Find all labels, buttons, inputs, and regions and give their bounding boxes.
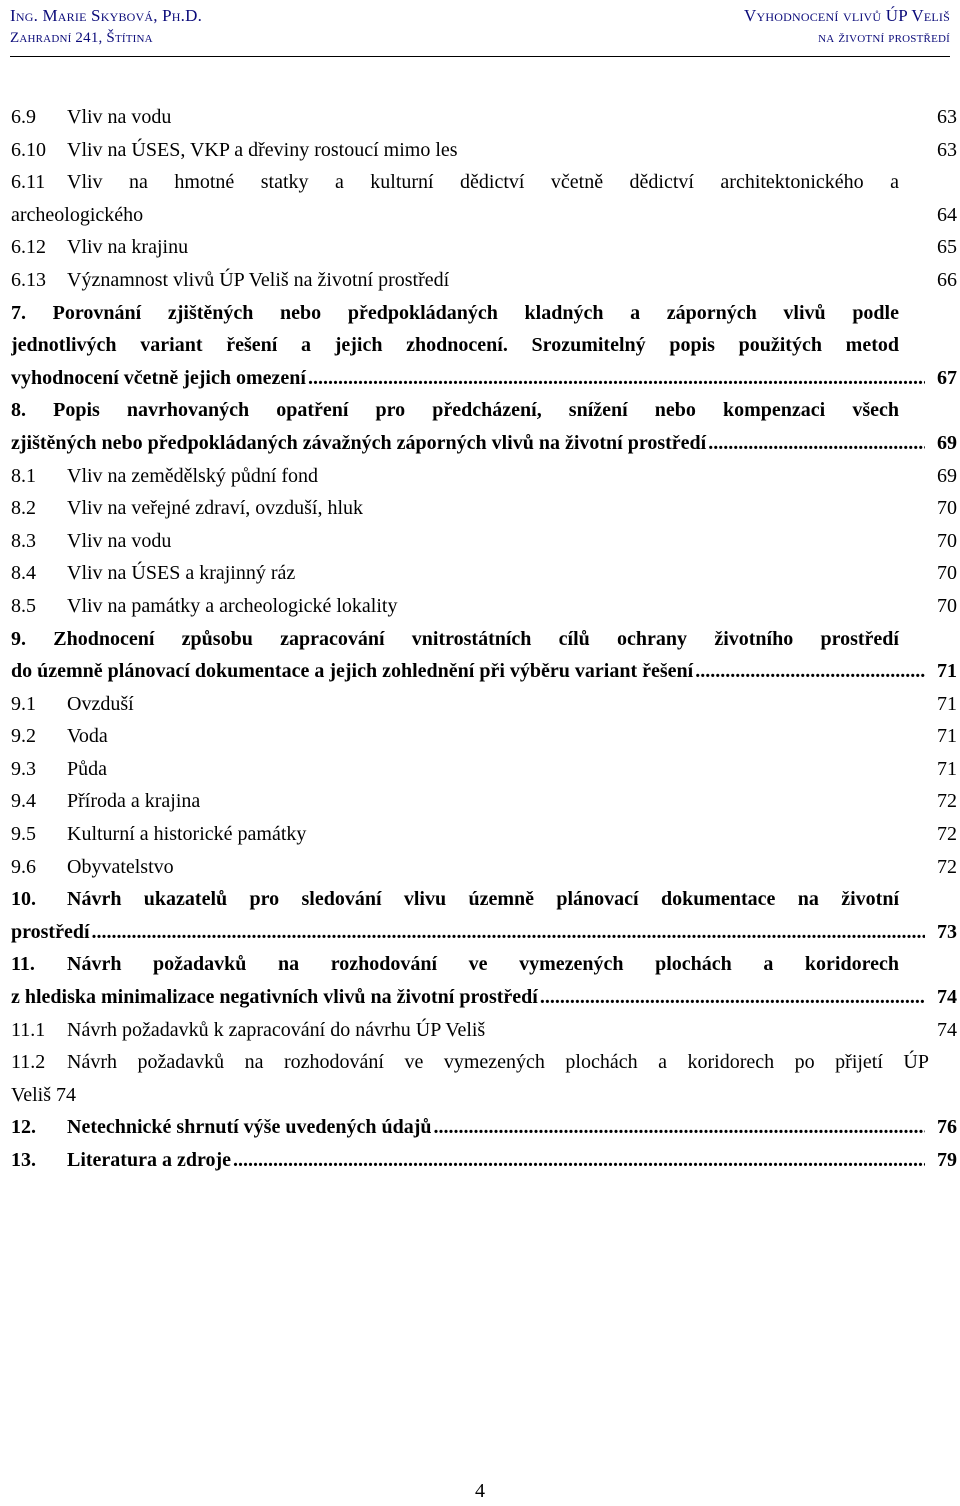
toc-title xyxy=(11,394,957,427)
toc-entry-12[interactable] xyxy=(11,1111,957,1144)
toc-leader-dots xyxy=(233,1144,925,1177)
toc-entry-9-2[interactable] xyxy=(11,720,957,753)
toc-leader-dots xyxy=(433,1111,925,1144)
toc-title-text: Zhodnocení způsobu zapracování vnitrostátních cílů ochrany životního prostředí xyxy=(53,627,899,650)
toc-entry-8-3[interactable] xyxy=(11,525,957,558)
toc-page: 72 xyxy=(937,855,957,878)
toc-entry-9-3[interactable] xyxy=(11,753,957,786)
toc-number: 8.4 xyxy=(11,562,36,585)
toc-entry-6-9[interactable] xyxy=(11,101,957,134)
toc-page: 69 xyxy=(937,431,957,454)
toc-number: 6.9 xyxy=(11,106,36,128)
toc-title: Netechnické shrnutí výše uvedených údajů xyxy=(67,1116,432,1139)
toc-title: Příroda a krajina xyxy=(67,790,201,813)
toc-entry-9[interactable] xyxy=(11,623,957,656)
toc-entry-6-12[interactable] xyxy=(11,231,957,264)
toc-number: 9.2 xyxy=(11,725,36,748)
toc-number: 6.13 xyxy=(11,268,46,291)
toc-title-text: Popis navrhovaných opatření pro předcházení, snížení nebo kompenzaci všech xyxy=(53,399,899,422)
toc-title-continued: z hlediska minimalizace negativních vlivů na životní prostředí xyxy=(11,986,538,1009)
toc-page: 65 xyxy=(937,236,957,259)
toc-title: Návrh ukazatelů pro sledování vlivu územně plánovací dokumentace na životní xyxy=(67,888,899,911)
toc-number: 7. xyxy=(11,301,26,324)
toc-leader-dots xyxy=(708,427,925,460)
toc-page: 74 xyxy=(937,986,957,1009)
toc-page: 71 xyxy=(937,660,957,683)
header-author-name: Ing. Marie Skybová, Ph.D. xyxy=(10,6,203,25)
toc-title-continued: Veliš 74 xyxy=(11,1083,76,1106)
toc-page: 74 xyxy=(937,1018,957,1041)
page-header xyxy=(10,0,950,57)
toc-entry-8-5[interactable] xyxy=(11,590,957,623)
toc-title: Vliv na krajinu xyxy=(67,236,189,259)
toc-entry-8-1[interactable] xyxy=(11,460,957,493)
toc-number: 9.4 xyxy=(11,790,36,813)
toc-page: 70 xyxy=(937,562,957,585)
header-document-title xyxy=(744,4,950,50)
toc-leader-dots xyxy=(695,655,925,688)
toc-number: 8.2 xyxy=(11,497,36,520)
header-title-line2: na životní prostředí xyxy=(818,30,950,46)
toc-number: 11.1 xyxy=(11,1018,46,1041)
toc-title: Kulturní a historické památky xyxy=(67,823,307,846)
toc-page: 79 xyxy=(937,1149,957,1171)
toc-page: 71 xyxy=(937,757,957,780)
toc-entry-7[interactable] xyxy=(11,297,957,330)
toc-title: Vliv na veřejné zdraví, ovzduší, hluk xyxy=(67,497,364,520)
toc-number: 9.6 xyxy=(11,855,36,878)
toc-title: Vliv na hmotné statky a kulturní dědictví včetně dědictví architektonického a xyxy=(67,171,899,194)
toc-title: Návrh požadavků k zapracování do návrhu ÚP Veliš xyxy=(67,1018,486,1041)
toc-entry-8-cont[interactable] xyxy=(11,427,957,460)
toc-page: 69 xyxy=(937,464,957,487)
toc-title-text: Porovnání zjištěných nebo předpokládaných kladných a záporných vlivů podle xyxy=(52,301,899,324)
toc-title: Obyvatelstvo xyxy=(67,855,174,878)
toc-entry-6-11-cont[interactable] xyxy=(11,199,957,232)
toc-leader-dots xyxy=(308,362,925,395)
toc-number: 9.5 xyxy=(11,823,36,846)
toc-title-continued: do územně plánovací dokumentace a jejich zohlednění při výběru variant řešení xyxy=(11,660,694,683)
table-of-contents xyxy=(11,101,957,1177)
toc-page: 71 xyxy=(937,692,957,715)
toc-title-continued: zjištěných nebo předpokládaných závažných záporných vlivů na životní prostředí xyxy=(11,431,707,454)
toc-page: 71 xyxy=(937,725,957,748)
toc-number: 6.10 xyxy=(11,138,46,161)
toc-entry-9-4[interactable] xyxy=(11,785,957,818)
toc-title: Návrh požadavků na rozhodování ve vymezených plochách a koridorech po přijetí ÚP xyxy=(67,1051,929,1074)
toc-title: Vliv na zemědělský půdní fond xyxy=(67,464,319,487)
toc-entry-8-4[interactable] xyxy=(11,557,957,590)
toc-title: Vliv na památky a archeologické lokality xyxy=(67,594,398,617)
toc-number: 8. xyxy=(11,399,26,422)
toc-entry-9-5[interactable] xyxy=(11,818,957,851)
toc-entry-11-2-cont[interactable] xyxy=(11,1079,957,1112)
toc-title-continued: archeologického xyxy=(11,203,144,226)
page-number: 4 xyxy=(475,1480,485,1502)
toc-number: 11.2 xyxy=(11,1051,46,1074)
toc-page: 63 xyxy=(937,106,957,128)
toc-page: 70 xyxy=(937,529,957,552)
toc-number: 9.3 xyxy=(11,757,36,780)
toc-title: Vliv na vodu xyxy=(67,106,172,128)
toc-number: 8.3 xyxy=(11,529,36,552)
toc-title: Vliv na ÚSES, VKP a dřeviny rostoucí mimo les xyxy=(67,138,458,161)
toc-entry-10[interactable] xyxy=(11,883,957,916)
header-author xyxy=(10,4,202,50)
toc-leader-dots xyxy=(540,981,925,1014)
toc-entry-8[interactable] xyxy=(11,394,957,427)
toc-title: Voda xyxy=(67,725,108,748)
toc-number: 13. xyxy=(11,1149,36,1171)
toc-entry-11-cont[interactable] xyxy=(11,981,957,1014)
toc-title: Literatura a zdroje xyxy=(67,1149,232,1171)
toc-entry-11[interactable] xyxy=(11,948,957,981)
toc-page: 64 xyxy=(937,203,957,226)
toc-title: Návrh požadavků na rozhodování ve vymezených plochách a koridorech xyxy=(67,953,899,976)
toc-title-continued: jednotlivých variant řešení a jejich zhodnocení. Srozumitelný popis použitých metod xyxy=(11,334,899,357)
toc-number: 9. xyxy=(11,627,26,650)
toc-page: 72 xyxy=(937,823,957,846)
toc-entry-11-1[interactable] xyxy=(11,1014,957,1047)
toc-number: 10. xyxy=(11,888,36,911)
toc-page: 67 xyxy=(937,366,957,389)
toc-entry-9-6[interactable] xyxy=(11,851,957,884)
toc-entry-7-cont[interactable] xyxy=(11,329,957,362)
header-author-address: Zahradní 241, Štítina xyxy=(10,30,153,46)
toc-title: Půda xyxy=(67,757,107,780)
toc-entry-7-cont2[interactable] xyxy=(11,362,957,395)
toc-leader-dots xyxy=(92,916,925,949)
toc-page: 70 xyxy=(937,594,957,617)
toc-entry-6-11[interactable] xyxy=(11,166,957,199)
toc-page: 72 xyxy=(937,790,957,813)
toc-title: Vliv na ÚSES a krajinný ráz xyxy=(67,562,296,585)
toc-title: Vliv na vodu xyxy=(67,529,172,552)
toc-entry-6-10[interactable] xyxy=(11,134,957,167)
toc-entry-9-cont[interactable] xyxy=(11,655,957,688)
toc-number: 6.12 xyxy=(11,236,46,259)
toc-page: 63 xyxy=(937,138,957,161)
toc-title: Významnost vlivů ÚP Veliš na životní prostředí xyxy=(67,268,450,291)
toc-number: 9.1 xyxy=(11,692,36,715)
toc-number: 8.1 xyxy=(11,464,36,487)
toc-page: 76 xyxy=(937,1116,957,1139)
toc-title-continued: vyhodnocení včetně jejich omezení xyxy=(11,366,306,389)
toc-number: 11. xyxy=(11,953,35,976)
toc-title xyxy=(11,297,957,330)
toc-entry-6-13[interactable] xyxy=(11,264,957,297)
toc-entry-13[interactable] xyxy=(11,1144,957,1177)
toc-page: 73 xyxy=(937,920,957,943)
toc-number: 12. xyxy=(11,1116,36,1139)
toc-number: 6.11 xyxy=(11,171,46,194)
toc-entry-10-cont[interactable] xyxy=(11,916,957,949)
toc-page: 66 xyxy=(937,268,957,291)
toc-page: 70 xyxy=(937,497,957,520)
toc-title: Ovzduší xyxy=(67,692,134,715)
toc-title xyxy=(11,623,957,656)
toc-number: 8.5 xyxy=(11,594,36,617)
toc-entry-11-2[interactable] xyxy=(11,1046,957,1079)
toc-title-continued: prostředí xyxy=(11,920,90,943)
toc-entry-8-2[interactable] xyxy=(11,492,957,525)
header-title-line1: Vyhodnocení vlivů ÚP Veliš xyxy=(744,6,950,25)
toc-entry-9-1[interactable] xyxy=(11,688,957,721)
